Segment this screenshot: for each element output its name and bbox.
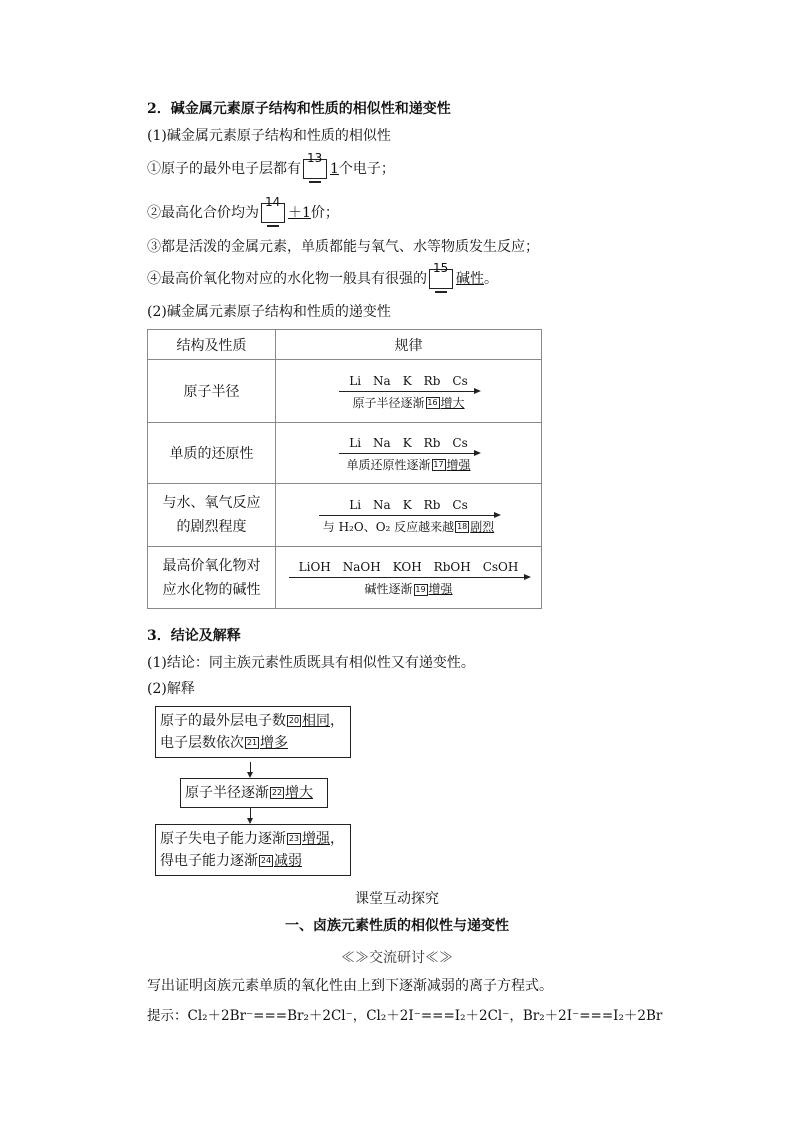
- item-4: ④最高价氧化物对应的水化物一般具有很强的 15 碱性。: [147, 268, 498, 289]
- question-text: 写出证明卤族元素单质的氧化性由上到下逐渐减弱的离子方程式。: [147, 978, 553, 994]
- conclusion-text: (1)结论：同主族元素性质既具有相似性又有递变性。: [147, 655, 475, 671]
- rule-cell: Li Na K Rb Cs 单质还原性逐渐 17 增强: [276, 423, 542, 484]
- answer-box: 15: [429, 269, 453, 289]
- property-cell: 单质的还原性: [148, 423, 276, 484]
- rule-cell: LiOH NaOH KOH RbOH CsOH 碱性逐渐 19 增强: [276, 547, 542, 609]
- subsection-title: (1)碱金属元素原子结构和性质的相似性: [147, 128, 391, 144]
- property-cell: 原子半径: [148, 360, 276, 423]
- classroom-heading: 课堂互动探究: [355, 891, 439, 907]
- section-title: 2．碱金属元素原子结构和性质的相似性和递变性: [147, 101, 451, 117]
- section-title: 3．结论及解释: [147, 628, 241, 644]
- table-row: [148, 423, 542, 484]
- property-cell: 最高价氧化物对 应水化物的碱性: [148, 547, 276, 609]
- flow-box-3: 原子失电子能力逐渐 23 增强， 得电子能力逐渐 24 减弱: [155, 824, 351, 876]
- item-2: ②最高化合价均为 14 ＋1价；: [147, 202, 339, 223]
- table-header: 结构及性质: [148, 330, 276, 360]
- answer-box: 14: [261, 203, 285, 223]
- property-cell: 与水、氧气反应 的剧烈程度: [148, 484, 276, 547]
- flow-arrow: [250, 808, 251, 822]
- answer-box: 13: [303, 159, 327, 179]
- table-header: 规律: [276, 330, 542, 360]
- item-3: ③都是活泼的金属元素，单质都能与氧气、水等物质发生反应；: [147, 239, 539, 255]
- subsection-title: (2)碱金属元素原子结构和性质的递变性: [147, 304, 391, 320]
- flow-arrow: [250, 762, 251, 776]
- hint-text: 提示：Cl₂＋2Br⁻===Br₂＋2Cl⁻，Cl₂＋2I⁻===I₂＋2Cl⁻，Br₂＋2I⁻===I₂＋2Br: [147, 1008, 663, 1024]
- classroom-subheading: 一、卤族元素性质的相似性与递变性: [285, 918, 509, 934]
- table-row: [148, 484, 542, 547]
- rule-cell: Li Na K Rb Cs 原子半径逐渐 16 增大: [276, 360, 542, 423]
- item-1: ①原子的最外电子层都有 13 1个电子；: [147, 158, 395, 179]
- rule-cell: Li Na K Rb Cs 与 H₂O、O₂ 反应越来越 18 剧烈: [276, 484, 542, 547]
- flow-box-2: 原子半径逐渐 22 增大: [180, 778, 328, 808]
- exchange-banner: ≪≫交流研讨≪≫: [341, 950, 453, 966]
- table-row: [148, 547, 542, 609]
- properties-table: [147, 329, 542, 609]
- flow-box-1: 原子的最外层电子数 20 相同， 电子层数依次 21 增多: [155, 706, 351, 758]
- explain-label: (2)解释: [147, 681, 195, 697]
- table-row: [148, 360, 542, 423]
